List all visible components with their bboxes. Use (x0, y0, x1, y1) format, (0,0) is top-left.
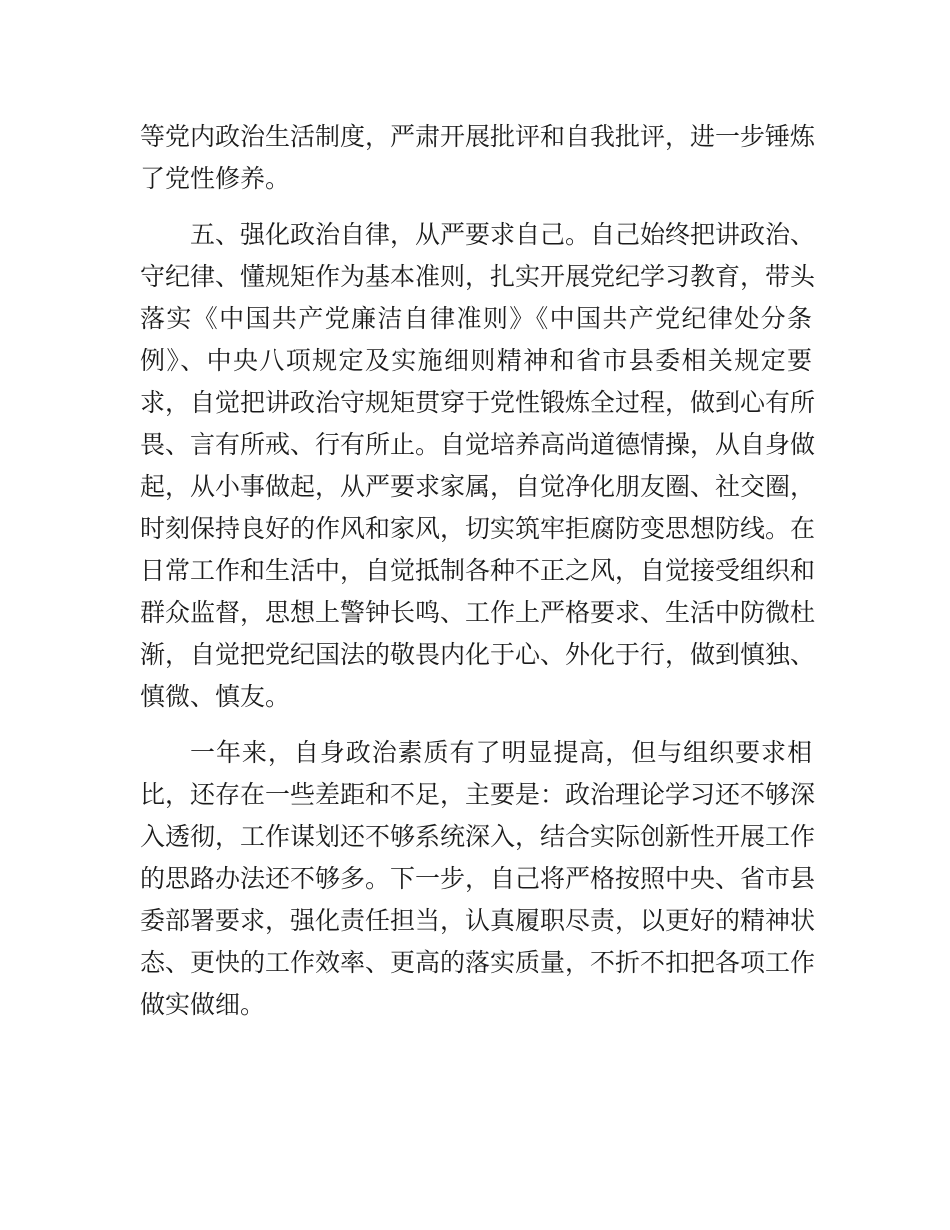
text-line: 守纪律、懂规矩作为基本准则，扎实开展党纪学习教育，带头 (140, 262, 816, 291)
text-line: 做实做细。 (140, 990, 266, 1019)
text-line: 日常工作和生活中，自觉抵制各种不正之风，自觉接受组织和 (140, 556, 816, 585)
paragraph-self-discipline (140, 214, 816, 718)
text-line: 一年来，自身政治素质有了明显提高，但与组织要求相 (190, 738, 812, 767)
text-line: 渐，自觉把党纪国法的敬畏内化于心、外化于行，做到慎独、 (140, 640, 816, 669)
text-line: 畏、言有所戒、行有所止。自觉培养高尚道德情操，从自身做 (140, 430, 816, 459)
text-line: 委部署要求，强化责任担当，认真履职尽责，以更好的精神状 (140, 906, 816, 935)
text-line: 五、强化政治自律，从严要求自己。自己始终把讲政治、 (190, 220, 816, 249)
text-line: 群众监督，思想上警钟长鸣、工作上严格要求、生活中防微杜 (140, 598, 816, 627)
paragraph-summary (140, 732, 816, 1026)
text-line: 起，从小事做起，从严要求家属，自觉净化朋友圈、社交圈， (140, 472, 816, 501)
text-line: 等党内政治生活制度，严肃开展批评和自我批评，进一步锤炼 (140, 122, 816, 151)
text-line: 例》、中央八项规定及实施细则精神和省市县委相关规定要 (140, 346, 812, 375)
text-line: 入透彻，工作谋划还不够系统深入，结合实际创新性开展工作 (140, 822, 816, 851)
text-line: 比，还存在一些差距和不足，主要是：政治理论学习还不够深 (140, 780, 816, 809)
text-line: 态、更快的工作效率、更高的落实质量，不折不扣把各项工作 (140, 948, 816, 977)
text-line: 时刻保持良好的作风和家风，切实筑牢拒腐防变思想防线。在 (140, 514, 816, 543)
paragraph-continuation (140, 116, 816, 200)
text-line: 的思路办法还不够多。下一步，自己将严格按照中央、省市县 (140, 864, 816, 893)
text-line: 慎微、慎友。 (140, 682, 291, 711)
text-line: 了党性修养。 (140, 164, 291, 193)
text-line: 落实《中国共产党廉洁自律准则》《中国共产党纪律处分条 (140, 304, 812, 333)
document-page (140, 116, 816, 1026)
text-line: 求，自觉把讲政治守规矩贯穿于党性锻炼全过程，做到心有所 (140, 388, 816, 417)
